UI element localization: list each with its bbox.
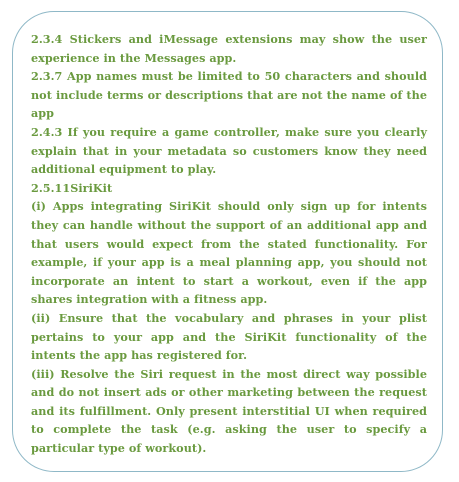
heading-2-5-11-sirikit: 2.5.11SiriKit: [31, 180, 113, 195]
guidelines-text: [31, 30, 427, 458]
paragraph-sirikit-iii: (iii) Resolve the Siri request in the most direct way possible and do not insert ads or other marketing between the request and its fulfillment. Only present interstitial UI when required to complete the task (e.g. asking the user to specify a particular type of workout).: [31, 366, 427, 456]
paragraph-2-4-3: 2.4.3 If you require a game controller, make sure you clearly explain that in your metadata so customers know they need additional equipment to play.: [31, 124, 427, 177]
paragraph-sirikit-i: (i) Apps integrating SiriKit should only sign up for intents they can handle without the support of an additional app and that users would expect from the stated functionality. For example, if your app is a meal planning app, you should not incorporate an intent to start a workout, even if the app shares integration with a fitness app.: [31, 199, 427, 307]
paragraph-sirikit-ii: (ii) Ensure that the vocabulary and phrases in your plist pertains to your app and the SiriKit functionality of the intents the app has registered for.: [31, 310, 427, 363]
paragraph-2-3-4: 2.3.4 Stickers and iMessage extensions may show the user experience in the Messages app.: [31, 32, 427, 65]
paragraph-2-3-7: 2.3.7 App names must be limited to 50 characters and should not include terms or descriptions that are not the name of the app: [31, 69, 427, 121]
